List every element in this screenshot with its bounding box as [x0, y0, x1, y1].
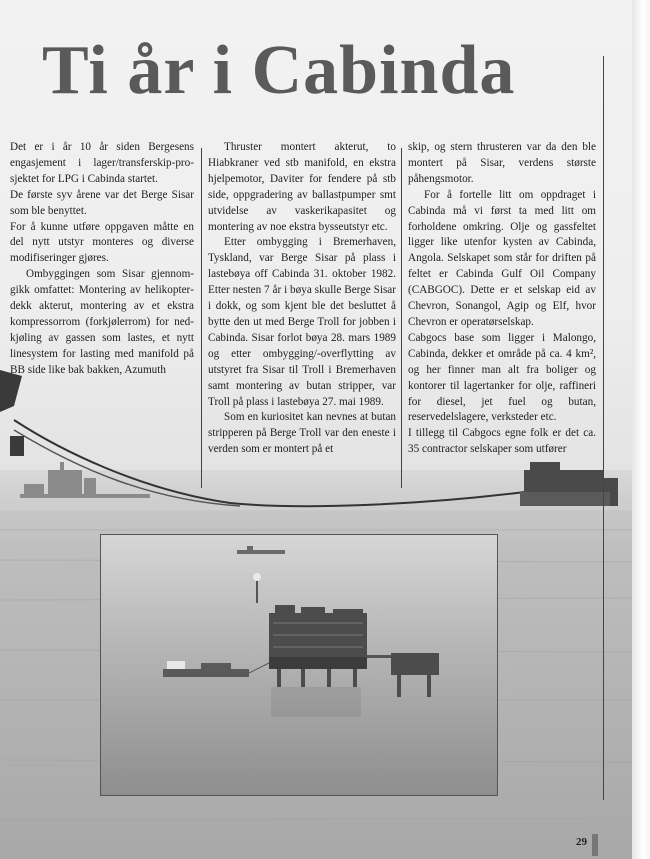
page-number: 29 [576, 836, 587, 848]
ship-bow [0, 370, 24, 456]
platform-photo-illustration [101, 535, 497, 795]
text-column-3 [408, 140, 596, 458]
text-column-1 [10, 140, 194, 379]
paragraph: Det er i år 10 år siden Bergesens engasjement i lager/transferskip-prosjektet for LPG i Cabinda startet. [10, 141, 194, 185]
paragraph: I tillegg til Cabgocs egne folk er det ca. 35 contractor selskaper som utfører [408, 427, 596, 456]
platform-photo [100, 534, 498, 796]
page-number-bar [592, 834, 598, 856]
paragraph: For å fortelle litt om oppdraget i Cabinda må vi først ta med litt om forholdene omkring. Olje og gassfeltet ligger like utenfor kysten av Cabinda, Angola. Selskapet som står for driften på feltet er Cabinda Gulf Oil Company (CABGOC). Dette er et selskap eid av Chevron, Sonangol, Agip og Elf, hvor Chevron er operatørselskap. [408, 188, 596, 328]
paragraph: Cabgocs base som ligger i Malongo, Cabinda, dekker et område på ca. 4 km², og her finner man alt fra boliger og kontorer til lagertanker for olje, raffineri for diesel, jet fuel og butan, reservedelslagere, verksteder etc. [408, 331, 596, 424]
column-rule [603, 56, 604, 800]
paragraph: Etter ombygging i Bremerhaven, Tyskland, var Berge Sisar på plass i lastebøya off Cabinda 31. oktober 1982. Etter nesten 7 år i bøya skulle Berge Sisar i dokk, og som kjent ble det besluttet å bytte den ut med Berge Troll for jobben i Cabinda. Sisar forlot bøya 28. mars 1989 og etter ombygging/-overflytting av utstyret fra Sisar til Troll i Bremerhaven samt montering av butan stripper, var Troll på plass i lastebøya 27. mai 1989. [208, 236, 396, 408]
paragraph: Ombyggingen som Sisar gjennomgikk omfattet: Montering av helikopterdekk akterut, montering av et ekstra kompressorrom (forkjølerrom) for nedkjøling av gassen som lastes, et nytt linesystem for lasting med manifold på BB side like bak bakken, Azumuth [10, 268, 194, 376]
paragraph: Thruster montert akterut, to Hiabkraner ved stb manifold, en ekstra hjelpemotor, Daviter for fendere på stb side, oppgradering av ballastpumper smt utvidelse av vaskerikapasitet og montering av noe ekstra bysseutstyr etc. [208, 141, 396, 233]
paragraph: Som en kuriositet kan nevnes at butan stripperen på Berge Troll var den eneste i verden som er montert på et [208, 411, 396, 456]
column-rule [201, 148, 202, 488]
column-rule [401, 148, 402, 488]
paragraph: skip, og stern thrusteren var da den ble montert på Sisar, verdens største påhengsmotor. [408, 141, 596, 185]
page-binding-edge [632, 0, 650, 859]
text-column-2 [208, 140, 396, 458]
article-title: Ti år i Cabinda [42, 32, 516, 109]
paragraph: For å kunne utføre oppgaven måtte en del nytt utstyr monteres og diverse modifiseringer gjøres. [10, 220, 194, 265]
paragraph: De første syv årene var det Berge Sisar som ble benyttet. [10, 188, 194, 217]
